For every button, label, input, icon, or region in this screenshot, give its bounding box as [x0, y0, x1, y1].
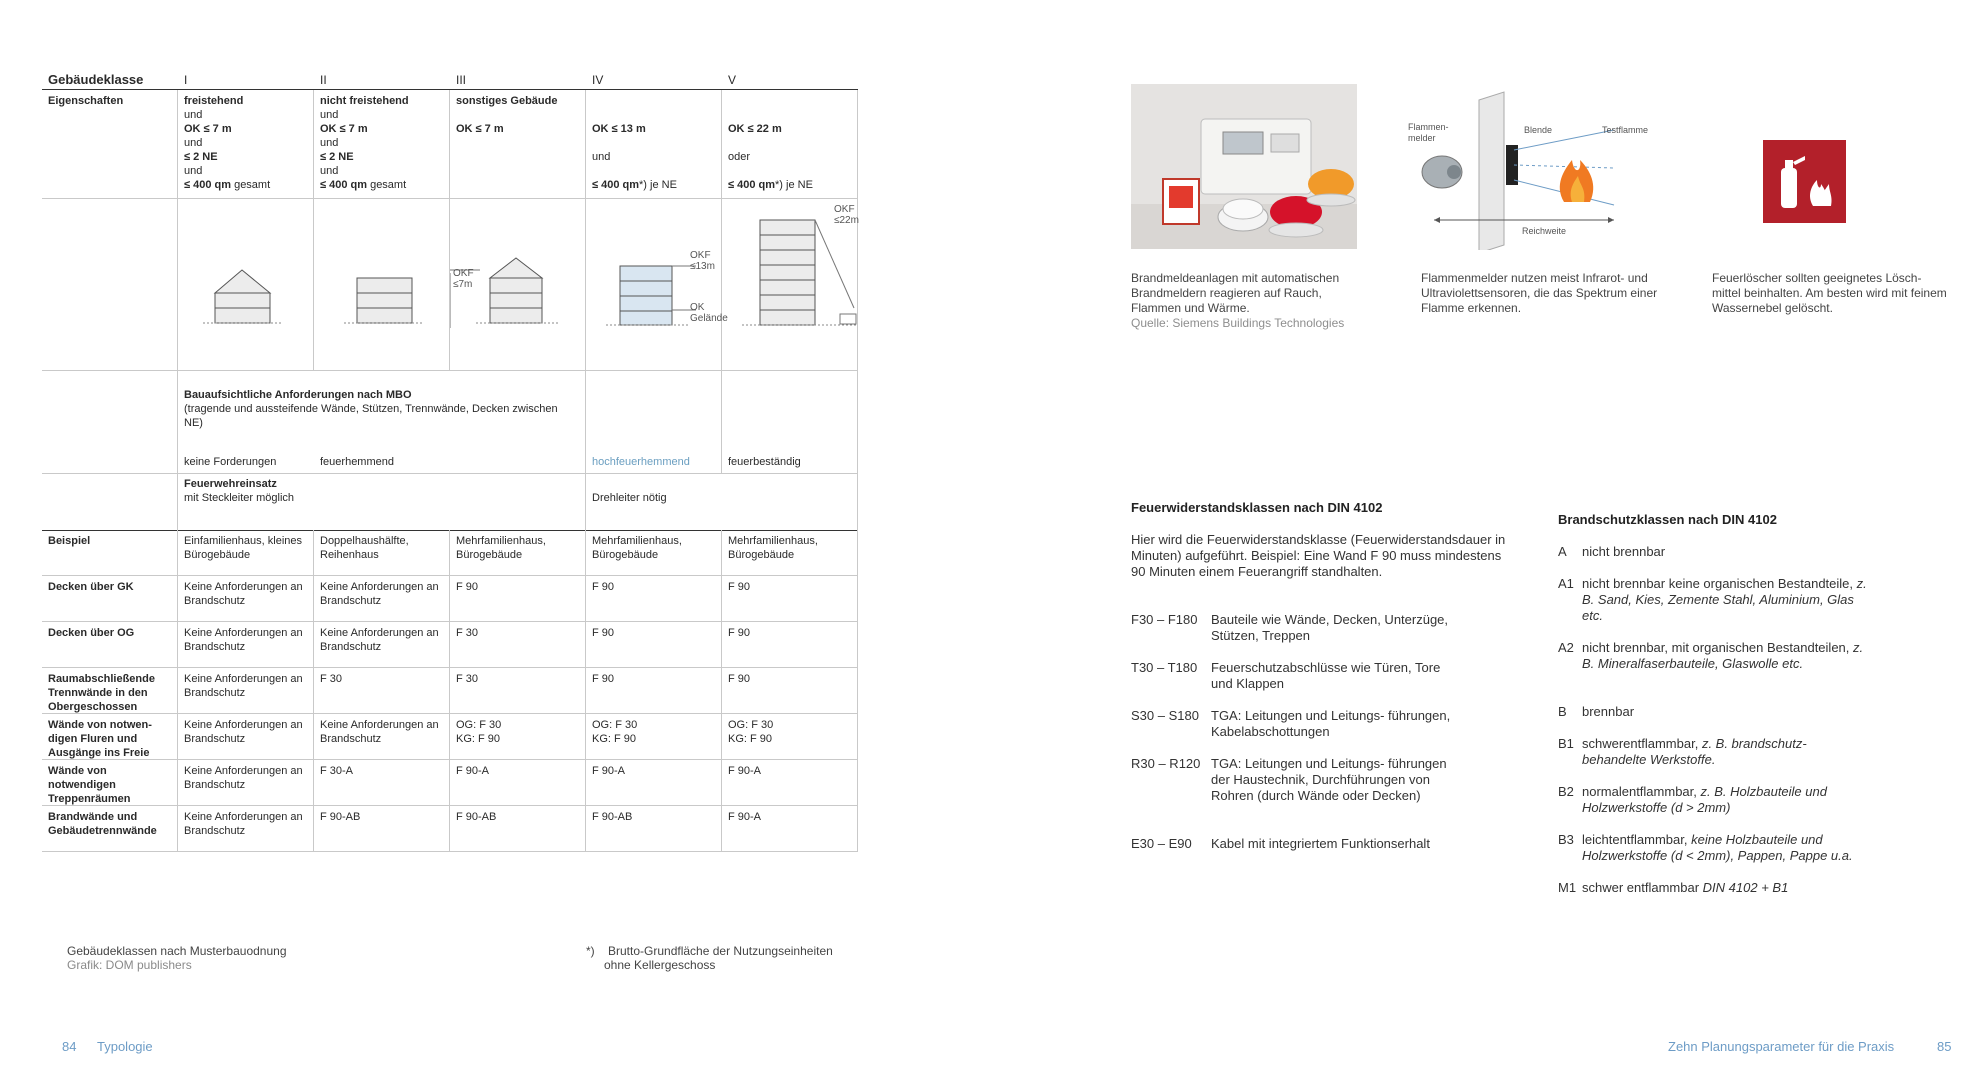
label-testflamme: Testflamme: [1602, 125, 1649, 135]
table-cell: F 90-A: [722, 806, 858, 851]
eigenschaften-line: [592, 136, 715, 150]
table-cell: F 30-A: [314, 760, 450, 805]
ok-gelaende-label: OK Gelände: [690, 302, 728, 324]
drawing-class-3: [450, 198, 586, 370]
drawing-class-2: [314, 198, 450, 370]
table-cell: Keine Anforderungen an Brandschutz: [314, 622, 450, 667]
table-cell: F 90-A: [722, 760, 858, 805]
left-caption-source: Grafik: DOM publishers: [67, 958, 192, 972]
feuerwehr-title: Feuerwehreinsatz: [184, 478, 277, 490]
table-cell: F 90-A: [586, 760, 722, 805]
mbo-value-5: feuerbeständig: [728, 456, 801, 468]
bs-class-desc: nicht brennbar, mit organischen Bestandteilen, z. B. Mineralfaserbauteile, Glaswolle etc.: [1582, 640, 1864, 671]
fire-extinguisher-sign: [1763, 140, 1846, 223]
fw-class-term: F30 – F180: [1131, 612, 1198, 627]
left-caption-title: Gebäudeklassen nach Musterbauodnung: [67, 944, 287, 958]
eigenschaften-cell: [314, 90, 450, 198]
bs-class-desc: schwer entflammbar DIN 4102 + B1: [1582, 880, 1789, 895]
mbo-value-4: hochfeuerhemmend: [592, 456, 690, 468]
mbo-title: Bauaufsichtliche Anforderungen nach MBO: [184, 389, 412, 401]
table-row: [42, 530, 858, 576]
fw-class-desc: TGA: Leitungen und Leitungs- führungen, Kabelabschottungen: [1211, 708, 1451, 739]
feuerwehr-left: [178, 473, 586, 530]
eigenschaften-line: [728, 136, 851, 150]
mbo-subtitle: (tragende und aussteifende Wände, Stützen, Trennwände, Decken zwischen NE): [184, 403, 558, 429]
drawing-class-5: [722, 198, 858, 370]
eigenschaften-line: ≤ 2 NE: [184, 151, 218, 163]
drawing-class-4: [586, 198, 728, 370]
house-gable-icon: [178, 198, 314, 370]
building-blue-icon: [586, 198, 722, 370]
eigenschaften-cell: [722, 90, 858, 198]
eigenschaften-line: sonstiges Gebäude: [456, 95, 558, 107]
feuerwiderstand-intro: Hier wird die Feuerwiderstandsklasse (Feuerwiderstandsdauer in Minuten) aufgeführt. Beispiel: Eine Wand F 90 muss mindestens 90 Minuten einem Feuerangriff standhalten.: [1131, 532, 1506, 579]
eigenschaften-line: [728, 94, 851, 108]
fire-alarm-photo: [1131, 84, 1357, 249]
eigenschaften-line: ≤ 400 qm gesamt: [320, 179, 407, 191]
feuerwehr-drehleiter: Drehleiter nötig: [592, 492, 667, 504]
table-cell: F 90: [586, 576, 722, 621]
row-label: Beispiel: [42, 530, 178, 575]
table-cell: Mehrfamilienhaus, Bürogebäude: [450, 530, 586, 575]
eigenschaften-line: und: [320, 109, 339, 121]
table-cell: Mehrfamilienhaus, Bürogebäude: [586, 530, 722, 575]
okf7-label: OKF ≤7m: [453, 268, 474, 290]
table-header: [42, 71, 858, 90]
fw-class-desc: Kabel mit integriertem Funktionserhalt: [1211, 836, 1430, 851]
footnote-line1: Brutto-Grundfläche der Nutzungseinheiten: [608, 944, 833, 958]
feuerwehr-row: [42, 473, 858, 531]
fw-class-term: S30 – S180: [1131, 708, 1199, 723]
eigenschaften-line: [592, 108, 715, 122]
footnote-mark: *): [586, 944, 595, 958]
bs-class-term: A2: [1558, 640, 1574, 655]
bs-class-desc: nicht brennbar: [1582, 544, 1666, 559]
bs-class-term: A: [1558, 544, 1567, 559]
table-cell: F 90: [722, 576, 858, 621]
bs-class-term: A1: [1558, 576, 1574, 591]
row-label: Brandwände und Gebäudetrennwände: [42, 806, 178, 851]
fw-class-desc: Feuerschutzabschlüsse wie Türen, Tore und Klappen: [1211, 660, 1441, 691]
page-number-right: 85: [1937, 1039, 1952, 1054]
table-row: [42, 714, 858, 760]
bs-class-desc: leichtentflammbar, keine Holzbauteile und Holzwerkstoffe (d < 2mm), Pappen, Pappe u.a.: [1582, 832, 1853, 863]
table-cell: Keine Anforderungen an Brandschutz: [178, 622, 314, 667]
table-cell: OG: F 30 KG: F 90: [722, 714, 858, 759]
eigenschaften-line: und: [320, 165, 339, 177]
eigenschaften-line: ≤ 2 NE: [320, 151, 354, 163]
table-cell: F 30: [450, 668, 586, 713]
brandschutz-title: Brandschutzklassen nach DIN 4102: [1558, 512, 1777, 527]
table-row: [42, 760, 858, 806]
eigenschaften-cell: [586, 90, 722, 198]
table-cell: Einfamilienhaus, kleines Bürogebäude: [178, 530, 314, 575]
eigenschaften-line: ≤ 400 qm gesamt: [184, 179, 271, 191]
footnote: [586, 944, 833, 972]
table-cell: Mehrfamilienhaus, Bürogebäude: [722, 530, 858, 575]
bs-class-desc: nicht brennbar keine organischen Bestandteile, z. B. Sand, Kies, Zemente Stahl, Aluminium, Glas etc.: [1582, 576, 1867, 623]
bs-class-term: M1: [1558, 880, 1577, 895]
eigenschaften-line: OK ≤ 7 m: [456, 123, 504, 135]
okf22-label: OKF ≤22m: [834, 204, 859, 226]
table-cell: F 90: [722, 622, 858, 667]
bs-class-desc: normalentflammbar, z. B. Holzbauteile und Holzwerkstoffe (d > 2mm): [1582, 784, 1827, 815]
eigenschaften-line: [592, 94, 715, 108]
fw-class-desc: TGA: Leitungen und Leitungs- führungen der Haustechnik, Durchführungen von Rohren (durch Wände oder Decken): [1211, 756, 1447, 803]
table-row: [42, 668, 858, 714]
label-flammenmelder: Flammen- melder: [1408, 122, 1449, 143]
fw-class-term: R30 – R120: [1131, 756, 1201, 771]
bs-class-term: B3: [1558, 832, 1574, 847]
feuerwehr-right: [586, 473, 858, 530]
flame-detector-diagram: [1408, 90, 1654, 250]
table-cell: F 90-AB: [450, 806, 586, 851]
table-cell: F 90-A: [450, 760, 586, 805]
table-cell: F 90-AB: [314, 806, 450, 851]
feuerwiderstand-title: Feuerwiderstandsklassen nach DIN 4102: [1131, 500, 1383, 515]
section-name-left: Typologie: [97, 1039, 153, 1054]
bs-class-desc: brennbar: [1582, 704, 1635, 719]
eigenschaften-row: [42, 90, 858, 199]
header-class-5: V: [728, 73, 737, 87]
label-reichweite: Reichweite: [1522, 226, 1567, 236]
eigenschaften-line: ≤ 400 qm*) je NE: [592, 179, 677, 191]
row-label: Raumabschließende Trennwände in den Obergeschossen: [42, 668, 178, 713]
left-caption: [67, 944, 287, 972]
eigenschaften-cell: [450, 90, 586, 198]
eigenschaften-line: [456, 108, 579, 122]
table-cell: F 90: [722, 668, 858, 713]
bs-class-desc: schwerentflammbar, z. B. brandschutz- behandelte Werkstoffe.: [1582, 736, 1807, 767]
eigenschaften-line: [728, 164, 851, 178]
eigenschaften-line: freistehend: [184, 95, 244, 107]
caption-alarm-text: Brandmeldeanlagen mit automatischen Brandmeldern reagieren auf Rauch, Flammen und Wärme.: [1131, 271, 1340, 315]
caption-alarm: [1131, 271, 1366, 331]
table-cell: Doppelhaushälfte, Reihenhaus: [314, 530, 450, 575]
mbo-row: [42, 370, 858, 474]
header-class-3: III: [456, 73, 467, 87]
table-cell: F 90: [586, 668, 722, 713]
feuerwehr-steckleiter: mit Steckleiter möglich: [184, 492, 295, 504]
fire-extinguisher-icon: [1763, 140, 1846, 223]
eigenschaften-line: nicht freistehend: [320, 95, 409, 107]
eigenschaften-line: OK ≤ 13 m: [592, 123, 646, 135]
header-gebaeudeklasse: Gebäudeklasse: [48, 72, 144, 87]
table-cell: Keine Anforderungen an Brandschutz: [178, 576, 314, 621]
caption-flame: Flammenmelder nutzen meist Infrarot- und Ultraviolettsensoren, die das Spektrum einer Flamme erkennen.: [1421, 271, 1658, 315]
table-cell: OG: F 30 KG: F 90: [586, 714, 722, 759]
header-class-1: I: [184, 73, 188, 87]
label-blende: Blende: [1524, 125, 1553, 135]
header-class-2: II: [320, 73, 327, 87]
table-cell: F 90: [450, 576, 586, 621]
eigenschaften-cell: [178, 90, 314, 198]
table-row: [42, 576, 858, 622]
table-row: [42, 622, 858, 668]
table-row: [42, 806, 858, 852]
eigenschaften-line: und: [184, 109, 203, 121]
page-number-left: 84: [62, 1039, 77, 1054]
eigenschaften-line: und: [592, 151, 611, 163]
table-cell: Keine Anforderungen an Brandschutz: [178, 760, 314, 805]
eigenschaften-line: OK ≤ 7 m: [320, 123, 368, 135]
caption-extinguisher: Feuerlöscher sollten geeignetes Lösch- mittel beinhalten. Am besten wird mit feinem Wassernebel gelöscht.: [1712, 271, 1947, 315]
row-label: Eigenschaften: [42, 90, 178, 198]
eigenschaften-line: oder: [728, 151, 751, 163]
table-cell: F 30: [314, 668, 450, 713]
table-cell: F 90: [586, 622, 722, 667]
fire-alarm-devices-icon: [1131, 84, 1357, 249]
table-cell: F 30: [450, 622, 586, 667]
eigenschaften-line: ≤ 400 qm*) je NE: [728, 179, 813, 191]
fw-class-desc: Bauteile wie Wände, Decken, Unterzüge, Stützen, Treppen: [1211, 612, 1449, 643]
row-label: Decken über GK: [42, 576, 178, 621]
section-name-right: Zehn Planungsparameter für die Praxis: [1668, 1039, 1895, 1054]
caption-alarm-source: Quelle: Siemens Buildings Technologies: [1131, 316, 1345, 330]
house-flat-icon: [314, 198, 450, 370]
table-cell: Keine Anforderungen an Brandschutz: [178, 668, 314, 713]
table-cell: Keine Anforderungen an Brandschutz: [178, 806, 314, 851]
row-label: Decken über OG: [42, 622, 178, 667]
table-cell: Keine Anforderungen an Brandschutz: [178, 714, 314, 759]
drawings-row: [42, 198, 858, 371]
eigenschaften-line: und: [184, 137, 203, 149]
table-cell: Keine Anforderungen an Brandschutz: [314, 576, 450, 621]
eigenschaften-line: und: [184, 165, 203, 177]
table-cell: F 90-AB: [586, 806, 722, 851]
row-label: Wände von notwen- digen Fluren und Ausgänge ins Freie: [42, 714, 178, 759]
fw-class-term: T30 – T180: [1131, 660, 1198, 675]
header-class-4: IV: [592, 73, 604, 87]
row-label: Wände von notwendigen Treppenräumen: [42, 760, 178, 805]
eigenschaften-line: und: [320, 137, 339, 149]
footnote-line2: ohne Kellergeschoss: [604, 958, 716, 972]
eigenschaften-line: OK ≤ 7 m: [184, 123, 232, 135]
okf13-label: OKF ≤13m: [690, 250, 715, 272]
table-cell: OG: F 30 KG: F 90: [450, 714, 586, 759]
eigenschaften-line: OK ≤ 22 m: [728, 123, 782, 135]
bs-class-term: B1: [1558, 736, 1574, 751]
mbo-value-2: feuerhemmend: [320, 456, 394, 468]
mbo-value-1: keine Forderungen: [184, 456, 277, 468]
eigenschaften-line: [592, 164, 715, 178]
drawing-class-1: [178, 198, 314, 370]
bs-class-term: B: [1558, 704, 1567, 719]
fw-class-term: E30 – E90: [1131, 836, 1192, 851]
bs-class-term: B2: [1558, 784, 1574, 799]
table-cell: Keine Anforderungen an Brandschutz: [314, 714, 450, 759]
eigenschaften-line: [728, 108, 851, 122]
